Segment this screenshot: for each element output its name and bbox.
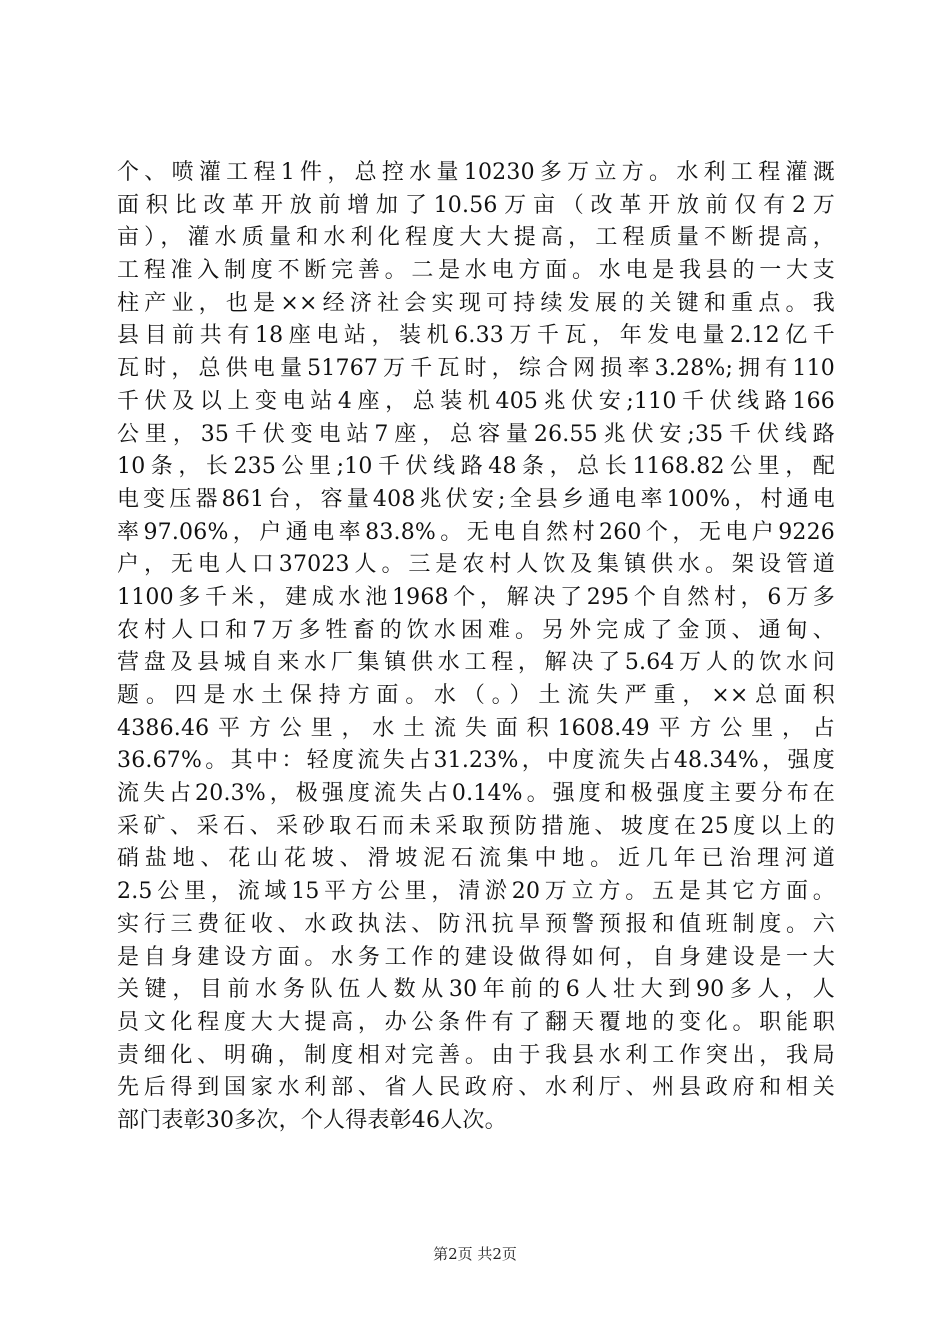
text-line: 36.67%。其中：轻度流失占31.23%，中度流失占48.34%，强度 [117,748,835,774]
text-line: 2.5公里，流域15平方公里，清淤20万立方。五是其它方面。 [117,879,835,905]
text-line: 农村人口和7万多牲畜的饮水困难。另外完成了金顶、通甸、 [117,617,835,643]
page-number-footer: 第2页 共2页 [433,1245,517,1263]
text-line: 电变压器861台，容量408兆伏安;全县乡通电率100%，村通电 [117,486,835,512]
text-line: 工程准入制度不断完善。二是水电方面。水电是我县的一大支 [117,258,835,284]
text-line: 千伏及以上变电站4座，总装机405兆伏安;110千伏线路166 [117,388,835,414]
text-line: 1100多千米，建成水池1968个，解决了295个自然村，6万多 [117,584,835,610]
text-line: 流失占20.3%，极强度流失占0.14%。强度和极强度主要分布在 [117,781,835,807]
text-line: 公里，35千伏变电站7座，总容量26.55兆伏安;35千伏线路 [117,421,835,447]
text-line: 10条，长235公里;10千伏线路48条，总长1168.82公里，配 [117,454,835,480]
text-line: 硝盐地、花山花坡、滑坡泥石流集中地。近几年已治理河道 [117,846,835,872]
text-line: 关键，目前水务队伍人数从30年前的6人壮大到90多人，人 [117,977,835,1003]
text-line: 率97.06%，户通电率83.8%。无电自然村260个，无电户9226 [117,519,835,545]
text-line: 户，无电人口37023人。三是农村人饮及集镇供水。架设管道 [117,552,835,578]
body-paragraph [117,157,835,1138]
text-line: 营盘及县城自来水厂集镇供水工程，解决了5.64万人的饮水问 [117,650,835,676]
text-line: 个、喷灌工程1件，总控水量10230多万立方。水利工程灌溉 [117,160,835,185]
text-line: 题。四是水土保持方面。水（。）土流失严重，××总面积 [117,683,835,708]
text-line: 是自身建设方面。水务工作的建设做得如何，自身建设是一大 [117,944,835,970]
text-line: 柱产业，也是××经济社会实现可持续发展的关键和重点。我 [117,290,835,316]
text-line: 采矿、采石、采砂取石而未采取预防措施、坡度在25度以上的 [117,813,835,839]
text-line: 责细化、明确，制度相对完善。由于我县水利工作突出，我局 [117,1042,835,1068]
text-line: 4386.46平方公里，水土流失面积1608.49平方公里，占 [117,715,835,741]
text-line: 面积比改革开放前增加了10.56万亩（改革开放前仅有2万 [117,192,835,218]
text-line: 实行三费征收、水政执法、防汛抗旱预警预报和值班制度。六 [117,911,835,937]
text-line: 先后得到国家水利部、省人民政府、水利厅、州县政府和相关 [117,1075,835,1101]
text-line: 部门表彰30多次，个人得表彰46人次。 [117,1107,507,1133]
text-line: 县目前共有18座电站，装机6.33万千瓦，年发电量2.12亿千 [117,323,835,349]
text-line: 瓦时，总供电量51767万千瓦时，综合网损率3.28%;拥有110 [117,356,835,382]
text-line: 亩），灌水质量和水利化程度大大提高，工程质量不断提高， [117,225,835,251]
text-line: 员文化程度大大提高，办公条件有了翻天覆地的变化。职能职 [117,1009,835,1035]
